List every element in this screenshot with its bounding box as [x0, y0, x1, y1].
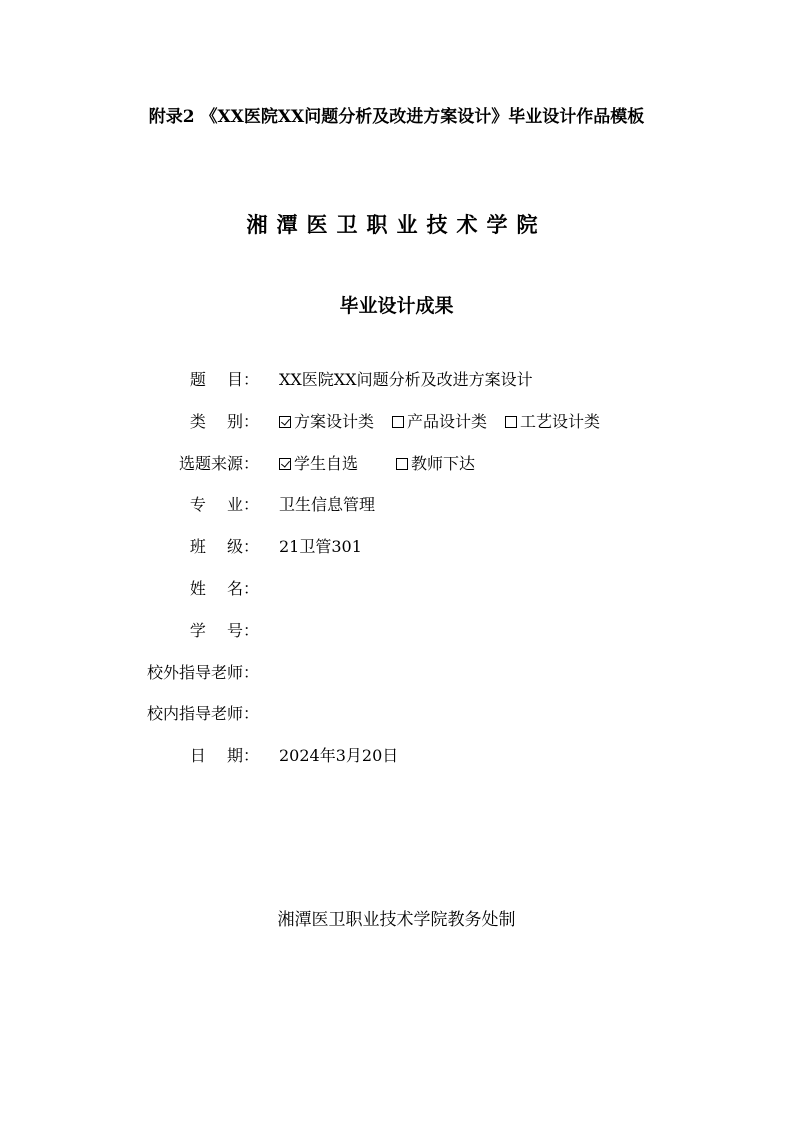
category-option-product[interactable] — [392, 408, 487, 436]
field-label-internal-advisor: 校内指导老师： — [146, 704, 259, 723]
field-value-category — [279, 408, 600, 436]
field-value-source — [279, 450, 493, 478]
field-value-major: 卫生信息管理 — [279, 495, 376, 514]
field-row-category — [0, 408, 793, 436]
field-row-student-id — [0, 617, 793, 645]
category-option-label: 产品设计类 — [407, 412, 488, 431]
checkbox-empty-icon[interactable] — [392, 416, 404, 428]
field-label-external-advisor: 校外指导老师： — [146, 663, 259, 682]
field-row-date — [0, 742, 793, 770]
field-label-student-id: 学 号： — [189, 621, 259, 640]
field-value-date: 2024年3月20日 — [279, 746, 399, 765]
field-label-name: 姓 名： — [189, 579, 259, 598]
field-row-source — [0, 450, 793, 478]
source-option-label: 教师下达 — [411, 454, 476, 473]
field-row-external-advisor — [0, 659, 793, 687]
field-label-major: 专 业： — [189, 495, 259, 514]
field-row-topic — [0, 366, 793, 394]
field-label-date: 日 期： — [189, 746, 259, 765]
checkbox-empty-icon[interactable] — [505, 416, 517, 428]
field-value-topic: XX医院XX问题分析及改进方案设计 — [279, 370, 533, 389]
appendix-title: 附录2 《XX医院XX问题分析及改进方案设计》毕业设计作品模板 — [148, 107, 645, 127]
category-option-scheme[interactable] — [279, 408, 374, 436]
field-label-category: 类 别： — [189, 412, 259, 431]
field-label-class: 班 级： — [189, 537, 259, 556]
category-option-label: 工艺设计类 — [520, 412, 601, 431]
source-option-teacher[interactable] — [396, 450, 475, 478]
category-option-label: 方案设计类 — [294, 412, 375, 431]
footer-office: 湘潭医卫职业技术学院教务处制 — [277, 910, 516, 930]
checkbox-empty-icon[interactable] — [396, 458, 408, 470]
field-row-major — [0, 491, 793, 519]
category-option-process[interactable] — [505, 408, 600, 436]
checkbox-checked-icon[interactable] — [279, 458, 291, 470]
field-value-class: 21卫管301 — [279, 537, 362, 556]
field-row-class — [0, 533, 793, 561]
field-label-topic: 题 目： — [189, 370, 259, 389]
document-title: 毕业设计成果 — [339, 295, 454, 317]
checkbox-checked-icon[interactable] — [279, 416, 291, 428]
source-option-label: 学生自选 — [294, 454, 359, 473]
field-label-source: 选题来源： — [178, 454, 259, 473]
college-name: 湘潭医卫职业技术学院 — [246, 213, 547, 237]
field-row-name — [0, 575, 793, 603]
source-option-student[interactable] — [279, 450, 358, 478]
field-row-internal-advisor — [0, 700, 793, 728]
